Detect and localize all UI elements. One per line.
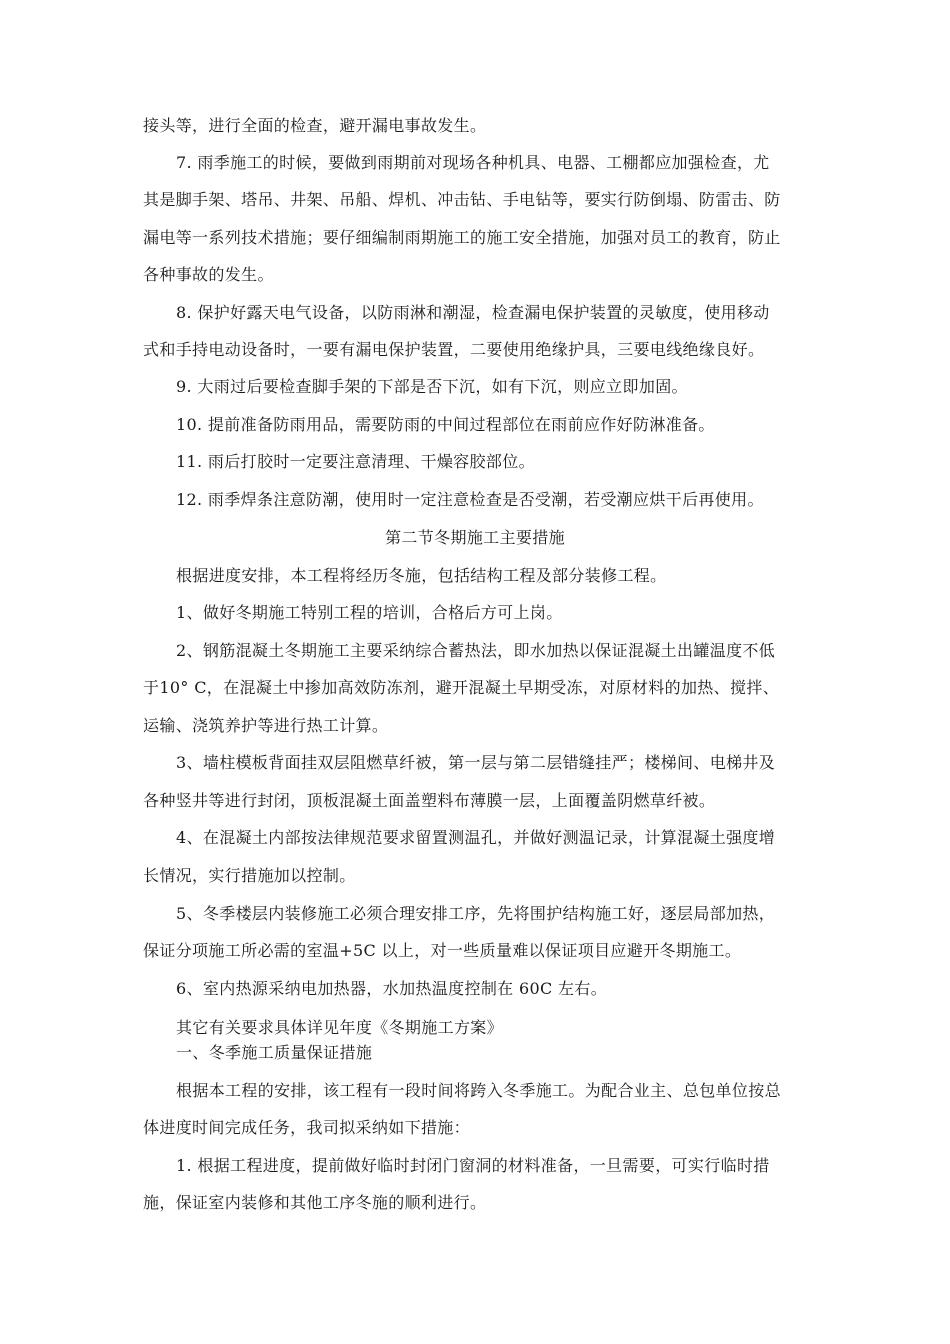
- text-line: 根据进度安排，本工程将经历冬施，包括结构工程及部分装修工程。: [176, 566, 667, 585]
- text-line: 10. 提前准备防雨用品，需要防雨的中间过程部位在雨前应作好防淋准备。: [176, 415, 715, 434]
- text-line: 根据本工程的安排，该工程有一段时间将跨入冬季施工。为配合业主、总包单位按总: [176, 1081, 781, 1100]
- text-line: 5、冬季楼层内装修施工必须合理安排工序，先将围护结构施工好，逐层局部加热，: [176, 904, 776, 923]
- text-line: 施，保证室内装修和其他工序冬施的顺利进行。: [143, 1193, 487, 1212]
- section-heading: 第二节冬期施工主要措施: [385, 528, 565, 547]
- text-line: 1、做好冬期施工特别工程的培训，合格后方可上岗。: [176, 603, 563, 622]
- text-line: 其它有关要求具体详见年度《冬期施工方案》: [176, 1018, 504, 1037]
- text-line: 9. 大雨过后要检查脚手架的下部是否下沉，如有下沉，则应立即加固。: [176, 377, 688, 396]
- text-line: 其是脚手架、塔吊、井架、吊船、焊机、冲击钻、手电钻等，要实行防倒塌、防雷击、防: [143, 190, 781, 209]
- text-line: 各种事故的发生。: [143, 265, 274, 284]
- text-line: 12. 雨季焊条注意防潮，使用时一定注意检查是否受潮，若受潮应烘干后再使用。: [176, 490, 764, 509]
- text-line: 6、室内热源采纳电加热器，水加热温度控制在 60C 左右。: [176, 979, 608, 998]
- subsection-heading: 一、冬季施工质量保证措施: [176, 1043, 373, 1062]
- text-line: 11. 雨后打胶时一定要注意清理、干燥容胶部位。: [176, 452, 535, 471]
- text-line: 接头等，进行全面的检查，避开漏电事故发生。: [143, 116, 487, 135]
- text-line: 式和手持电动设备时，一要有漏电保护装置，二要使用绝缘护具，三要电线绝缘良好。: [143, 340, 765, 359]
- text-line: 长情况，实行措施加以控制。: [143, 866, 356, 885]
- text-line: 于10° C，在混凝土中掺加高效防冻剂，避开混凝土早期受冻，对原材料的加热、搅拌、: [143, 678, 780, 697]
- text-line: 2、钢筋混凝土冬期施工主要采纳综合蓄热法，即水加热以保证混凝土出罐温度不低: [176, 641, 776, 660]
- text-line: 1. 根据工程进度，提前做好临时封闭门窗洞的材料准备，一旦需要，可实行临时措: [176, 1156, 770, 1175]
- text-line: 8. 保护好露天电气设备，以防雨淋和潮湿，检查漏电保护装置的灵敏度，使用移动: [176, 303, 770, 322]
- text-line: 漏电等一系列技术措施；要仔细编制雨期施工的施工安全措施，加强对员工的教育，防止: [143, 228, 781, 247]
- text-line: 7. 雨季施工的时候，要做到雨期前对现场各种机具、电器、工棚都应加强检查，尤: [176, 153, 770, 172]
- text-line: 4、在混凝土内部按法律规范要求留置测温孔，并做好测温记录，计算混凝土强度增: [176, 828, 776, 847]
- text-line: 各种竖井等进行封闭，顶板混凝土面盖塑料布薄膜一层，上面覆盖阴燃草纤被。: [143, 791, 716, 810]
- text-line: 保证分项施工所必需的室温+5C 以上，对一些质量难以保证项目应避开冬期施工。: [143, 941, 742, 960]
- text-line: 3、墙柱模板背面挂双层阻燃草纤被，第一层与第二层错缝挂严；楼梯间、电梯井及: [176, 753, 776, 772]
- text-line: 体进度时间完成任务，我司拟采纳如下措施：: [143, 1118, 471, 1137]
- text-line: 运输、浇筑养护等进行热工计算。: [143, 716, 389, 735]
